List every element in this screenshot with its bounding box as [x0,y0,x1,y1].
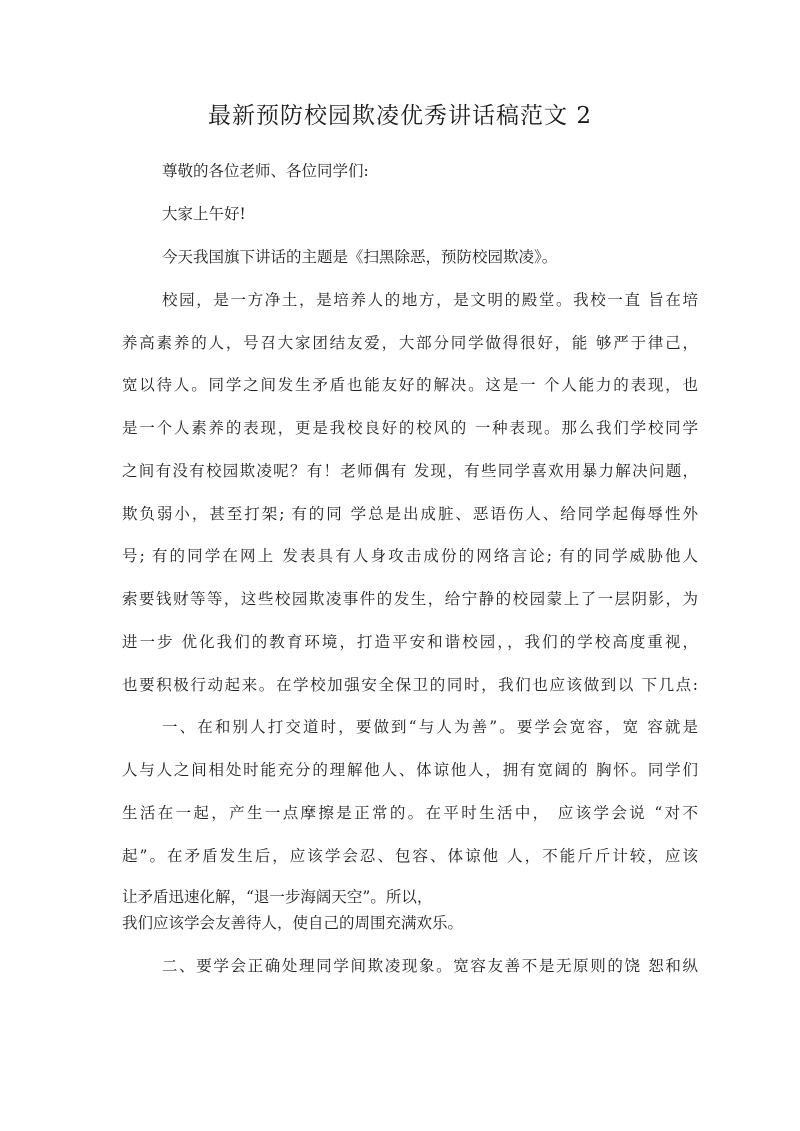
body-line: 宽以待人。同学之间发生矛盾也能友好的解决。这是一 个人能力的表现，也 [122,376,698,394]
body-line: 我们应该学会友善待人，使自己的周围充满欢乐。 [122,914,464,932]
body-line: 校园，是一方净土，是培养人的地方，是文明的殿堂。我校一直 旨在培 [162,291,698,309]
body-line: 之间有没有校园欺凌呢？有！老师偶有 发现，有些同学喜欢用暴力解决问题， [122,462,698,480]
body-line: 也要积极行动起来。在学校加强安全保卫的同时，我们也应该做到以 下几点: [122,676,698,694]
body-line: 索要钱财等等，这些校园欺凌事件的发生，给宁静的校园蒙上了一层阴影，为 [122,590,698,608]
body-line: 号; 有的同学在网上 发表具有人身攻击成份的网络言论; 有的同学威胁他人 [122,547,698,565]
body-line: 生活在一起，产生一点摩擦是正常的。在平时生活中， 应该学会说 “对不 [122,804,698,822]
body-line: 是一个人素养的表现，更是我校良好的校风的 一种表现。那么我们学校同学 [122,419,698,437]
body-line: 欺负弱小，甚至打架; 有的同 学总是出成脏、恶语伤人、给同学起侮辱性外 [122,505,698,523]
body-line: 让矛盾迅速化解，“退一步海阔天空”。所以， [122,888,433,906]
body-line: 人与人之间相处时能充分的理解他人、体谅他人，拥有宽阔的 胸怀。同学们 [122,761,698,779]
greeting-line: 尊敬的各位老师、各位同学们: [162,162,369,180]
body-line: 二、要学会正确处理同学间欺凌现象。宽容友善不是无原则的饶 恕和纵 [162,957,698,975]
body-line: 进一步 优化我们的教育环境，打造平安和谐校园，，我们的学校高度重视， [122,633,698,651]
topic-line: 今天我国旗下讲话的主题是《扫黑除恶，预防校园欺凌》。 [162,248,558,266]
hello-line: 大家上午好! [162,205,246,223]
body-line: 养高素养的人，号召大家团结友爱，大部分同学做得很好，能 够严于律己， [122,334,698,352]
body-line: 一、在和别人打交道时，要做到“与人为善”。要学会宽容，宽 容就是 [162,718,698,736]
body-line: 起”。在矛盾发生后，应该学会忍、包容、体谅他 人，不能斤斤计较，应该 [122,847,698,865]
document-title: 最新预防校园欺凌优秀讲话稿范文 2 [208,103,592,129]
